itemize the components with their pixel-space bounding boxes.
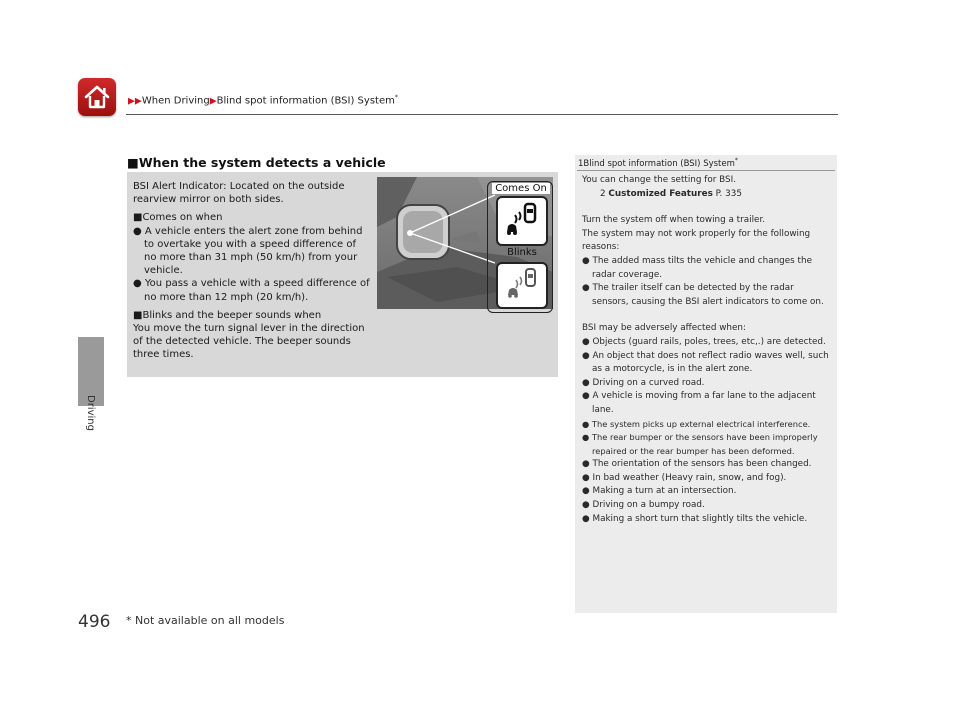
breadcrumb-arrow-icon: ▶▶ (128, 96, 142, 107)
side-note-line: You can change the setting for BSI. (582, 175, 737, 185)
comes-on-label: Comes On (492, 183, 550, 194)
list-item: ● An object that does not reflect radio waves well, such as a motorcycle, is in the alert zone. (582, 350, 829, 375)
square-bullet-icon: ■ (127, 155, 139, 170)
list-item: ● Driving on a curved road. (582, 377, 705, 388)
cross-reference-link[interactable]: 2 Customized Features P. 335 (600, 188, 742, 199)
list-item: ● You pass a vehicle with a speed difference of no more than 12 mph (20 km/h). (133, 278, 370, 303)
list-item: ● In bad weather (Heavy rain, snow, and fog). (582, 472, 787, 483)
footnote: * Not available on all models (126, 614, 285, 627)
breadcrumb-item-when-driving[interactable]: When Driving (141, 95, 210, 107)
list-item: ● Making a turn at an intersection. (582, 486, 737, 497)
header-divider (126, 114, 838, 115)
list-item: ● Driving on a bumpy road. (582, 500, 705, 511)
list-item: ● The rear bumper or the sensors have been improperly repaired or the rear bumper has been deformed. (582, 432, 818, 456)
list-item: ● A vehicle is moving from a far lane to the adjacent lane. (582, 391, 816, 415)
list-item: ● The system picks up external electrical interference. (582, 418, 811, 429)
square-bullet-icon: ■ (133, 212, 143, 224)
square-bullet-icon: ■ (133, 309, 143, 321)
blinks-heading: ■Blinks and the beeper sounds when (133, 309, 322, 321)
section-heading-text: When the system detects a vehicle (138, 155, 386, 170)
blinks-text: You move the turn signal lever in the direction of the detected vehicle. The beeper sounds three times. (133, 323, 365, 361)
list-item: ● A vehicle enters the alert zone from behind to overtake you with a speed difference of no more than 31 mph (50 km/h) from your vehicle. (133, 225, 363, 277)
breadcrumb-arrow-icon: ▶ (209, 96, 217, 107)
note-icon: 1 (578, 158, 584, 169)
home-button[interactable] (78, 78, 116, 116)
home-icon (78, 78, 116, 116)
asterisk-mark: * (394, 94, 398, 101)
bsi-indicator-blink-icon (496, 262, 548, 309)
chapter-label: Driving (85, 395, 96, 431)
list-item: ● The orientation of the sensors has been changed. (582, 459, 812, 470)
breadcrumb (128, 94, 398, 106)
reference-arrow-icon: 2 (600, 188, 606, 199)
side-note-line: Turn the system off when towing a trailer. (582, 215, 766, 226)
section-heading (127, 155, 386, 170)
panel-intro: BSI Alert Indicator: Located on the outside rearview mirror on both sides. (133, 181, 345, 206)
blinks-label: Blinks (507, 247, 537, 258)
side-note-title: 1Blind spot information (BSI) System* (578, 157, 738, 169)
side-note-line: BSI may be adversely affected when: (582, 323, 746, 334)
side-note-line: The system may not work properly for the following reasons: (582, 228, 811, 253)
bsi-indicator-on-icon (496, 196, 548, 246)
list-item: ● Making a short turn that slightly tilts the vehicle. (582, 513, 808, 524)
side-note-text (582, 174, 832, 526)
panel-text (133, 180, 371, 362)
breadcrumb-item-bsi[interactable]: Blind spot information (BSI) System (216, 95, 395, 107)
side-note-divider (577, 170, 835, 171)
list-item: ● The trailer itself can be detected by the radar sensors, causing the BSI alert indicators to come on. (582, 283, 824, 307)
list-item: ● The added mass tilts the vehicle and changes the radar coverage. (582, 255, 812, 280)
page-number: 496 (78, 612, 111, 632)
comes-on-heading: ■Comes on when (133, 212, 223, 224)
list-item: ● Objects (guard rails, poles, trees, etc,.) are detected. (582, 336, 826, 347)
